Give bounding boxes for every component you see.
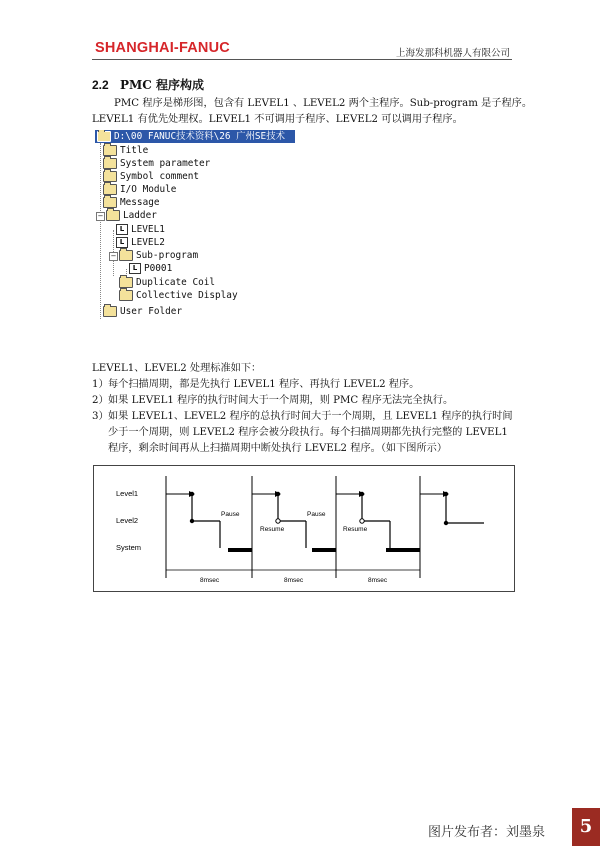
rules-list bbox=[92, 361, 522, 457]
row-label-level1: Level1 bbox=[116, 489, 139, 498]
list-item: 1） 每个扫描周期，都是先执行 LEVEL1 程序、再执行 LEVEL2 程序。 bbox=[92, 379, 420, 390]
section-heading bbox=[92, 76, 204, 93]
ladder-icon: L bbox=[116, 224, 128, 235]
ladder-icon: L bbox=[116, 237, 128, 248]
intro-line-1: PMC 程序是梯形图，包含有 LEVEL1 、LEVEL2 两个主程序。Sub-program 是子程序。 bbox=[114, 98, 533, 109]
list-item: 3） 如果 LEVEL1、LEVEL2 程序的总执行时间大于一个周期，且 LEVEL1 程序的执行时间 少于一个周期，则 LEVEL2 程序会被分段执行。每个扫描周期都先执行完整的 LEVEL1 程序，剩余时间再从上扫描周期中断处执行 LEVEL2 程序。（如下图所示） bbox=[92, 411, 513, 454]
tree-item-message[interactable]: Message bbox=[103, 196, 160, 209]
tree-item-duplicate-coil[interactable]: Duplicate Coil bbox=[119, 276, 215, 289]
tree-item-user-folder[interactable]: User Folder bbox=[103, 305, 182, 318]
folder-icon bbox=[103, 145, 117, 156]
folder-icon bbox=[103, 184, 117, 195]
pause-label: Pause bbox=[307, 511, 326, 518]
section-title: PMC 程序构成 bbox=[120, 78, 205, 92]
tree-item-level1[interactable]: L LEVEL1 bbox=[116, 223, 165, 236]
folder-icon bbox=[103, 158, 117, 169]
page-number: 5 bbox=[572, 808, 600, 846]
folder-open-icon bbox=[106, 210, 120, 221]
folder-icon bbox=[103, 306, 117, 317]
collapse-icon[interactable]: − bbox=[110, 252, 117, 260]
project-tree bbox=[95, 130, 295, 326]
tree-item-system-parameter[interactable]: System parameter bbox=[103, 157, 210, 170]
ladder-icon: L bbox=[129, 263, 141, 274]
tree-item-symbol-comment[interactable]: Symbol comment bbox=[103, 170, 199, 183]
tree-item-io-module[interactable]: I/O Module bbox=[103, 183, 176, 196]
tree-item-ladder[interactable]: Ladder bbox=[106, 209, 157, 222]
fanuc-logo: SHANGHAI-FANUC bbox=[95, 40, 230, 56]
folder-icon bbox=[103, 171, 117, 182]
folder-open-icon bbox=[119, 250, 133, 261]
period-label: 8msec bbox=[200, 577, 220, 584]
folder-open-icon bbox=[97, 131, 111, 142]
folder-icon bbox=[119, 277, 133, 288]
resume-label: Resume bbox=[343, 526, 368, 533]
folder-icon bbox=[103, 197, 117, 208]
tree-item-level2[interactable]: L LEVEL2 bbox=[116, 236, 165, 249]
timing-diagram bbox=[93, 465, 515, 592]
list-item: 2） 如果 LEVEL1 程序的执行时间大于一个周期，则 PMC 程序无法完全执行。 bbox=[92, 395, 454, 406]
tree-root-path[interactable]: D:\00 FANUC技术资料\26 广州SE技术 bbox=[95, 130, 295, 143]
header-divider bbox=[92, 59, 512, 60]
tree-item-title[interactable]: Title bbox=[103, 144, 148, 157]
row-label-level2: Level2 bbox=[116, 516, 139, 525]
section-number: 2.2 bbox=[92, 78, 109, 92]
period-label: 8msec bbox=[284, 577, 304, 584]
intro-line-2: LEVEL1 有优先处理权。LEVEL1 不可调用子程序、LEVEL2 可以调用子程序。 bbox=[92, 114, 463, 125]
folder-icon bbox=[119, 290, 133, 301]
resume-label: Resume bbox=[260, 526, 285, 533]
period-label: 8msec bbox=[368, 577, 388, 584]
rules-lead: LEVEL1、LEVEL2 处理标准如下： bbox=[92, 363, 262, 374]
company-name: 上海发那科机器人有限公司 bbox=[395, 48, 510, 59]
pause-label: Pause bbox=[221, 511, 240, 518]
tree-item-sub-program[interactable]: Sub-program bbox=[119, 249, 198, 262]
timing-diagram-svg bbox=[94, 466, 514, 591]
tree-item-collective-display[interactable]: Collective Display bbox=[119, 289, 238, 302]
tree-item-p0001[interactable]: L P0001 bbox=[129, 262, 172, 275]
collapse-icon[interactable]: − bbox=[97, 212, 104, 220]
image-credit: 图片发布者：刘墨泉 bbox=[427, 825, 545, 840]
row-label-system: System bbox=[116, 543, 142, 552]
